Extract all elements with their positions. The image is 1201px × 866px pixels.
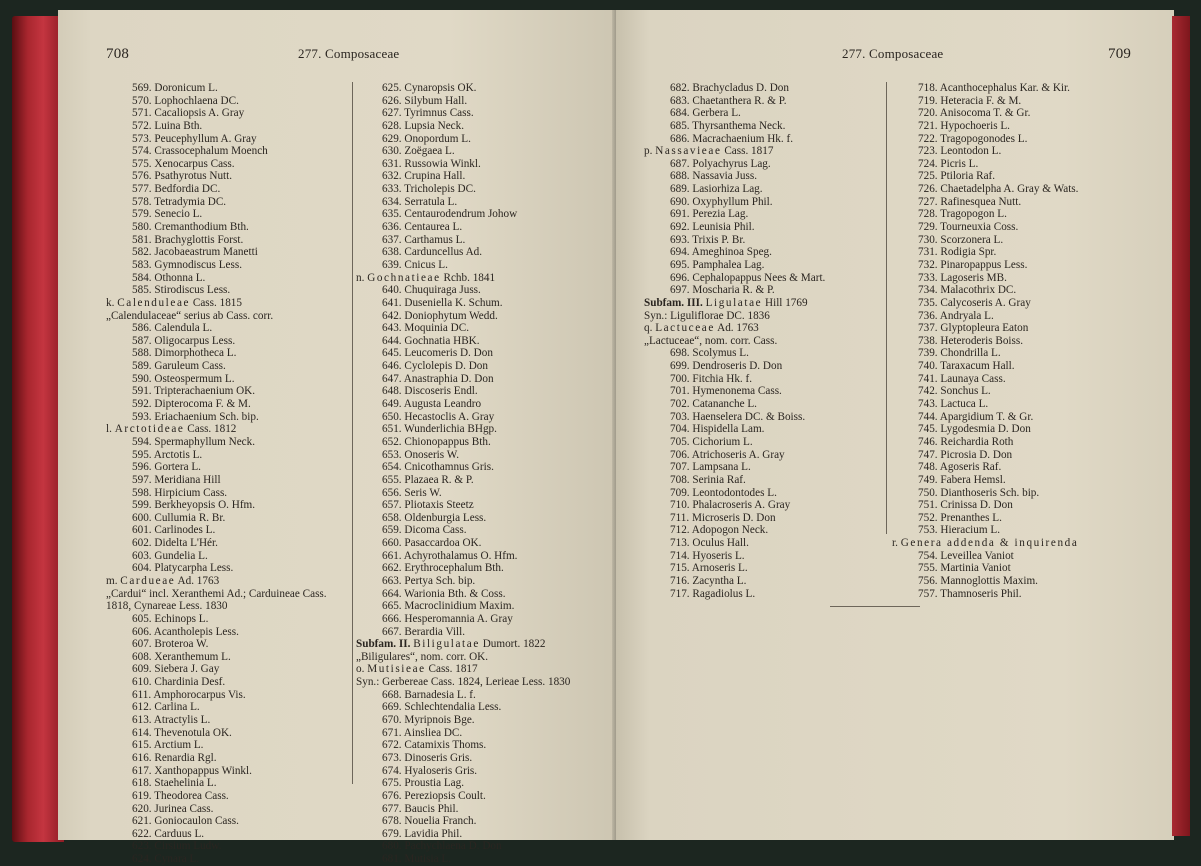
genus-entry: 718. Acanthocephalus Kar. & Kir. [918,82,1070,94]
genus-entry: 722. Tragopogonodes L. [918,132,1028,145]
genus-entry: 599. Berkheyopsis O. Hfm. [132,499,256,512]
genus-entry: 755. Martinia Vaniot [918,562,1011,575]
genus-entry: 680. Pachychlaena D. Don [382,840,502,853]
genus-entry: 666. Hesperomannia A. Gray [382,612,513,625]
section-heading [644,322,825,335]
section-heading [644,145,825,158]
genus-entry: 701. Hymenonema Cass. [670,385,782,398]
genus-entry: 630. Zoëgaea L. [382,145,455,158]
genus-entry: 685. Thyrsanthema Neck. [670,119,786,132]
running-head: 277. Composaceae [842,46,944,61]
section-name: Arctotideae [114,423,185,436]
genus-entry: 615. Arctium L. [132,739,204,752]
section-name: Calenduleae [117,296,191,309]
section-name: Mutisieae [367,663,426,676]
genus-entry: 616. Renardia Rgl. [132,751,217,764]
genus-entry: 705. Cichorium L. [670,435,753,448]
genus-entry: 632. Crupina Hall. [382,170,466,183]
genus-entry: 604. Platycarpha Less. [132,562,234,575]
genus-entry: 735. Calycoseris A. Gray [918,296,1031,309]
genus-entry: 670. Myripnois Bge. [382,714,475,727]
genus-entry: 682. Brachycladus D. Don [670,82,789,94]
section-label: q. [644,322,653,335]
genus-entry: 658. Oldenburgia Less. [382,511,487,524]
genus-entry: 579. Senecio L. [132,208,203,221]
genus-entry: 623. Cirsium Ludw. [132,840,222,853]
genus-entry: 602. Didelta L'Hér. [132,537,218,550]
genus-entry: 693. Trixis P. Br. [670,233,746,246]
section-authority: Cass. 1812 [187,423,237,436]
genus-entry: 671. Ainsliea DC. [382,726,463,739]
genus-entry: 753. Hieracium L. [918,524,1001,537]
genus-entry: 606. Acantholepis Less. [132,625,239,638]
section-label: Subfam. II. [356,638,411,651]
section-label: p. [644,145,653,158]
genus-entry: 578. Tetradymia DC. [132,195,227,208]
genus-entry: 587. Oligocarpus Less. [132,334,236,347]
column-rule [886,82,887,534]
genus-entry: 624. Cynara L. [132,853,200,866]
genus-entry: 618. Staehelinia L. [132,777,217,790]
genus-entry: 700. Fitchia Hk. f. [670,372,753,385]
genus-entry: 713. Oculus Hall. [670,537,749,550]
genus-entry: 572. Luina Bth. [132,119,203,132]
genus-entry: 708. Serinia Raf. [670,473,746,486]
genus-entry: 570. Lophochlaena DC. [132,94,239,107]
genus-entry: 642. Doniophytum Wedd. [382,309,498,322]
synonym-note: „Lactuceae“, nom. corr. Cass. [644,334,778,347]
section-heading [356,272,570,285]
genus-entry: 736. Andryala L. [918,309,994,322]
genus-entry: 639. Cnicus L. [382,258,448,271]
genus-entry: 683. Chaetanthera R. & P. [670,94,787,107]
genus-entry: 733. Lagoseris MB. [918,271,1007,284]
genus-entry: 721. Hypochoeris L. [918,119,1010,132]
genus-entry: 674. Hyaloseris Gris. [382,764,478,777]
genus-entry: 687. Polyachyrus Lag. [670,157,771,170]
genus-entry: 648. Discoseris Endl. [382,385,478,398]
genus-entry: 645. Leucomeris D. Don [382,347,493,360]
genus-entry: 636. Centaurea L. [382,221,463,234]
genus-entry: 591. Tripterachaenium OK. [132,385,256,398]
genus-entry: 595. Arctotis L. [132,448,203,461]
genus-entry: 612. Carlina L. [132,701,200,714]
genus-entry: 610. Chardinia Desf. [132,676,226,689]
genus-entry: 583. Gymnodiscus Less. [132,258,243,271]
genus-entry: 656. Seris W. [382,486,442,499]
section-name: Gochnatieae [367,271,441,284]
genus-entry: 703. Haenselera DC. & Boiss. [670,410,806,423]
genus-entry: 699. Dendroseris D. Don [670,360,783,373]
genus-entry: 720. Anisocoma T. & Gr. [918,107,1031,120]
text-column [356,82,570,866]
genus-entry: 742. Sonchus L. [918,385,991,398]
section-authority: Ad. 1763 [177,574,220,587]
genus-entry: 633. Tricholepis DC. [382,183,476,196]
genus-entry: 640. Chuquiraga Juss. [382,284,481,297]
genus-entry: 676. Pereziopsis Coult. [382,789,486,802]
book-edge-right [1172,16,1190,836]
genus-entry: 723. Leontodon L. [918,145,1002,158]
genus-entry: 657. Pliotaxis Steetz [382,499,474,512]
section-heading [106,575,327,588]
section-name: Nassavieae [655,145,722,158]
genus-entry: 589. Garuleum Cass. [132,360,226,373]
genus-entry: 681. Mutisia L. [382,853,451,866]
section-authority: Ad. 1763 [717,322,759,335]
section-label: r. [892,537,898,550]
genus-entry: 601. Carlinodes L. [132,524,216,537]
genus-entry: 654. Cnicothamnus Gris. [382,461,494,474]
genus-entry: 750. Dianthoseris Sch. bip. [918,486,1040,499]
genus-entry: 706. Atrichoseris A. Gray [670,448,785,461]
genus-entry: 659. Dicoma Cass. [382,524,467,537]
column-rule [352,82,353,784]
genus-entry: 646. Cyclolepis D. Don [382,360,488,373]
section-name: Cardueae [120,574,176,587]
genus-entry: 580. Cremanthodium Bth. [132,221,249,234]
genus-entry: 728. Tragopogon L. [918,208,1007,221]
genus-entry: 626. Silybum Hall. [382,94,468,107]
section-label: Subfam. III. [644,296,703,309]
genus-entry: 585. Stirodiscus Less. [132,284,231,297]
genus-entry: 729. Tourneuxia Coss. [918,221,1019,234]
genus-entry: 689. Lasiorhiza Lag. [670,183,763,196]
genus-entry: 575. Xenocarpus Cass. [132,157,235,170]
section-heading [356,638,570,651]
section-heading [106,423,327,436]
section-authority: Dumort. 1822 [482,638,546,651]
genus-entry: 669. Schlechtendalia Less. [382,701,502,714]
genus-entry: 594. Spermaphyllum Neck. [132,435,256,448]
section-authority: Hill 1769 [765,296,808,309]
genus-entry: 665. Macroclinidium Maxim. [382,600,515,613]
genus-entry: 672. Catamixis Thoms. [382,739,487,752]
genus-entry: 707. Lampsana L. [670,461,751,474]
genus-entry: 709. Leontodontodes L. [670,486,777,499]
genus-entry: 628. Lupsia Neck. [382,119,465,132]
genus-entry: 679. Lavidia Phil. [382,827,463,840]
genus-entry: 692. Leunisia Phil. [670,221,755,234]
genus-entry: 684. Gerbera L. [670,107,741,120]
section-label: n. [356,271,365,284]
genus-entry: 613. Atractylis L. [132,714,211,727]
genus-entry: 660. Pasaccardoa OK. [382,537,482,550]
genus-entry: 691. Perezia Lag. [670,208,749,221]
section-heading [356,663,570,676]
genus-entry: 716. Zacyntha L. [670,574,747,587]
genus-entry: 664. Warionia Bth. & Coss. [382,587,506,600]
section-label: k. [106,296,115,309]
synonym-note: „Calendulaceae“ serius ab Cass. corr. [106,309,274,322]
synonym-note: Syn.: Gerbereae Cass. 1824, Lerieae Less. 1830 [356,676,571,689]
genus-entry: 754. Leveillea Vaniot [918,549,1014,562]
section-authority: Rchb. 1841 [443,271,496,284]
genus-entry: 744. Apargidium T. & Gr. [918,410,1034,423]
genus-entry: 649. Augusta Leandro [382,398,482,411]
text-column [892,82,1078,600]
genus-entry: 677. Baucis Phil. [382,802,459,815]
genus-entry: 576. Psathyrotus Nutt. [132,170,233,183]
genus-entry: 620. Jurinea Cass. [132,802,214,815]
genus-entry: 605. Echinops L. [132,612,209,625]
genus-entry: 717. Ragadiolus L. [670,587,756,600]
genus-entry: 686. Macrachaenium Hk. f. [670,132,794,145]
text-column [644,82,825,600]
genus-entry: 739. Chondrilla L. [918,347,1001,360]
genus-entry: 637. Carthamus L. [382,233,466,246]
genus-entry: 644. Gochnatia HBK. [382,334,480,347]
genus-entry: 715. Arnoseris L. [670,562,748,575]
genus-entry: 743. Lactuca L. [918,398,989,411]
genus-entry: 741. Launaya Cass. [918,372,1006,385]
genus-entry: 704. Hispidella Lam. [670,423,765,436]
genus-entry: 611. Amphorocarpus Vis. [132,688,246,701]
genus-entry: 638. Carduncellus Ad. [382,246,483,259]
genus-entry: 740. Taraxacum Hall. [918,360,1015,373]
genus-entry: 653. Onoseris W. [382,448,460,461]
genus-entry: 625. Cynaropsis OK. [382,82,477,94]
genus-entry: 747. Picrosia D. Don [918,448,1013,461]
genus-entry: 661. Achyrothalamus O. Hfm. [382,549,518,562]
section-label: m. [106,574,118,587]
genus-entry: 719. Heteracia F. & M. [918,94,1022,107]
genus-entry: 569. Doronicum L. [132,82,218,94]
genus-entry: 745. Lygodesmia D. Don [918,423,1031,436]
genus-entry: 597. Meridiana Hill [132,473,221,486]
genus-entry: 726. Chaetadelpha A. Gray & Wats. [918,183,1079,196]
genus-entry: 627. Tyrimnus Cass. [382,107,474,120]
genus-entry: 607. Broteroa W. [132,638,209,651]
genus-entry: 694. Ameghinoa Speg. [670,246,772,259]
section-name: Genera addenda & inquirenda [900,537,1079,550]
genus-entry: 571. Cacaliopsis A. Gray [132,107,245,120]
section-name: Ligulatae [705,296,763,309]
genus-entry: 746. Reichardia Roth [918,435,1014,448]
genus-entry: 590. Osteospermum L. [132,372,235,385]
genus-entry: 678. Nouelia Franch. [382,815,477,828]
genus-entry: 574. Crassocephalum Moench [132,145,268,158]
genus-entry: 629. Onopordum L. [382,132,471,145]
section-heading [892,537,1078,550]
genus-entry: 600. Cullumia R. Br. [132,511,226,524]
section-label: o. [356,663,365,676]
end-rule [830,606,920,607]
genus-entry: 667. Berardia Vill. [382,625,466,638]
genus-entry: 698. Scolymus L. [670,347,749,360]
page-number: 708 [106,46,130,62]
genus-entry: 710. Phalacroseris A. Gray [670,499,791,512]
genus-entry: 748. Agoseris Raf. [918,461,1002,474]
genus-entry: 586. Calendula L. [132,322,213,335]
genus-entry: 749. Fabera Hemsl. [918,473,1006,486]
genus-entry: 652. Chionopappus Bth. [382,435,491,448]
genus-entry: 737. Glyptopleura Eaton [918,322,1029,335]
genus-entry: 752. Prenanthes L. [918,511,1002,524]
genus-entry: 690. Oxyphyllum Phil. [670,195,773,208]
right-page [616,10,1174,840]
genus-entry: 588. Dimorphotheca L. [132,347,237,360]
synonym-note: 1818, Cynareae Less. 1830 [106,600,228,613]
genus-entry: 650. Hecastoclis A. Gray [382,410,495,423]
genus-entry: 651. Wunderlichia BHgp. [382,423,497,436]
genus-entry: 598. Hirpicium Cass. [132,486,228,499]
genus-entry: 731. Rodigia Spr. [918,246,997,259]
running-head: 277. Composaceae [298,46,400,61]
genus-entry: 631. Russowia Winkl. [382,157,481,170]
left-page [58,10,616,866]
genus-entry: 724. Picris L. [918,157,979,170]
genus-entry: 702. Catananche L. [670,398,757,411]
genus-entry: 596. Gortera L. [132,461,201,474]
genus-entry: 696. Cephalopappus Nees & Mart. [670,271,826,284]
genus-entry: 757. Thamnoseris Phil. [918,587,1022,600]
section-name: Biligulatae [413,638,480,651]
genus-entry: 621. Goniocaulon Cass. [132,815,239,828]
synonym-note: Syn.: Liguliflorae DC. 1836 [644,309,770,322]
genus-entry: 711. Microseris D. Don [670,511,776,524]
page-number: 709 [1108,46,1132,62]
genus-entry: 582. Jacobaeastrum Manetti [132,246,258,259]
genus-entry: 608. Xeranthemum L. [132,650,231,663]
genus-entry: 609. Siebera J. Gay [132,663,220,676]
genus-entry: 635. Centaurodendrum Johow [382,208,518,221]
genus-entry: 732. Pinaropappus Less. [918,258,1028,271]
text-column [106,82,327,866]
genus-entry: 619. Theodorea Cass. [132,789,229,802]
genus-entry: 593. Eriachaenium Sch. bip. [132,410,259,423]
genus-entry: 712. Adopogon Neck. [670,524,769,537]
genus-entry: 592. Dipterocoma F. & M. [132,398,251,411]
genus-entry: 738. Heteroderis Boiss. [918,334,1024,347]
genus-entry: 725. Ptiloria Raf. [918,170,996,183]
genus-entry: 695. Pamphalea Lag. [670,258,765,271]
genus-entry: 584. Othonna L. [132,271,206,284]
genus-entry: 643. Moquinia DC. [382,322,470,335]
section-authority: Cass. 1815 [192,296,242,309]
genus-entry: 573. Peucephyllum A. Gray [132,132,257,145]
genus-entry: 697. Moscharia R. & P. [670,284,775,297]
genus-entry: 622. Carduus L. [132,827,205,840]
genus-entry: 734. Malacothrix DC. [918,284,1017,297]
synonym-note: „Biligulares“, nom. corr. OK. [356,650,489,663]
genus-entry: 655. Plazaea R. & P. [382,473,474,486]
section-authority: Cass. 1817 [428,663,478,676]
section-name: Lactuceae [655,322,715,335]
genus-entry: 751. Crinissa D. Don [918,499,1013,512]
section-heading [106,297,327,310]
section-label: l. [106,423,112,436]
genus-entry: 673. Dinoseris Gris. [382,751,473,764]
genus-entry: 756. Mannoglottis Maxim. [918,574,1038,587]
genus-entry: 675. Proustia Lag. [382,777,465,790]
genus-entry: 634. Serratula L. [382,195,458,208]
genus-entry: 641. Duseniella K. Schum. [382,296,503,309]
genus-entry: 730. Scorzonera L. [918,233,1004,246]
genus-entry: 714. Hyoseris L. [670,549,745,562]
genus-entry: 603. Gundelia L. [132,549,208,562]
genus-entry: 577. Bedfordia DC. [132,183,221,196]
section-authority: Cass. 1817 [724,145,774,158]
section-heading [644,297,825,310]
genus-entry: 581. Brachyglottis Forst. [132,233,244,246]
genus-entry: 614. Thevenotula OK. [132,726,232,739]
genus-entry: 617. Xanthopappus Winkl. [132,764,252,777]
genus-entry: 668. Barnadesia L. f. [382,688,476,701]
genus-entry: 647. Anastraphia D. Don [382,372,494,385]
book-edge-left [12,16,64,842]
genus-entry: 688. Nassavia Juss. [670,170,758,183]
genus-entry: 727. Rafinesquea Nutt. [918,195,1022,208]
genus-entry: 662. Erythrocephalum Bth. [382,562,504,575]
synonym-note: „Cardui“ incl. Xeranthemi Ad.; Carduineae Cass. [106,587,327,600]
genus-entry: 663. Pertya Sch. bip. [382,574,476,587]
